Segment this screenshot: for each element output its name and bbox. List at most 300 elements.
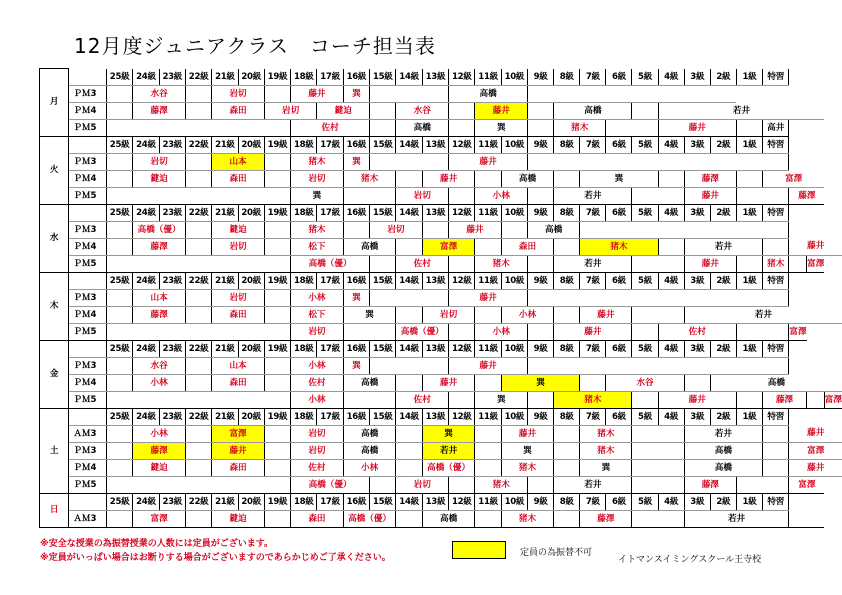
coach-cell: 森田 bbox=[291, 510, 344, 527]
coach-cell: 巽 bbox=[580, 170, 658, 187]
empty-cell bbox=[632, 510, 684, 527]
empty-cell bbox=[396, 425, 422, 442]
coach-cell: 猪木 bbox=[475, 476, 528, 493]
empty-cell bbox=[185, 425, 211, 442]
empty-cell bbox=[606, 119, 658, 136]
level-header: 21級 bbox=[212, 340, 238, 357]
empty-cell bbox=[343, 323, 396, 340]
coach-cell: 森田 bbox=[501, 238, 553, 255]
coach-cell: 小林 bbox=[501, 306, 553, 323]
level-header: 12級 bbox=[449, 204, 475, 221]
level-header: 22級 bbox=[185, 340, 211, 357]
level-header: 19級 bbox=[264, 340, 290, 357]
coach-cell: 富澤 bbox=[212, 425, 265, 442]
empty-cell bbox=[106, 374, 132, 391]
level-header: 24級 bbox=[133, 204, 159, 221]
level-header: 1級 bbox=[736, 340, 762, 357]
level-header: 2級 bbox=[710, 69, 736, 86]
empty-cell bbox=[475, 459, 501, 476]
coach-cell: 藤澤 bbox=[133, 238, 186, 255]
coach-cell: 若井 bbox=[658, 102, 824, 119]
empty-cell bbox=[736, 119, 762, 136]
level-header: 8級 bbox=[554, 69, 580, 86]
empty-cell bbox=[449, 102, 475, 119]
empty-cell bbox=[106, 187, 290, 204]
empty-cell bbox=[185, 289, 211, 306]
level-header: 24級 bbox=[133, 272, 159, 289]
empty-cell bbox=[370, 357, 449, 374]
coach-cell: 岩切 bbox=[396, 476, 449, 493]
empty-cell bbox=[185, 442, 211, 459]
level-header: 23級 bbox=[159, 272, 185, 289]
empty-cell bbox=[736, 391, 762, 408]
level-header: 17級 bbox=[317, 493, 343, 510]
time-slot: ＰＭ4 bbox=[69, 459, 107, 476]
level-header: 5級 bbox=[632, 493, 658, 510]
day-label: 月 bbox=[40, 69, 69, 137]
coach-cell: 鍵迫 bbox=[212, 510, 265, 527]
coach-cell: 高橋 bbox=[684, 459, 762, 476]
empty-cell bbox=[106, 323, 290, 340]
coach-cell: 猪木 bbox=[554, 119, 606, 136]
coach-cell: 富澤 bbox=[807, 255, 825, 272]
level-header: 3級 bbox=[684, 340, 710, 357]
empty-cell bbox=[264, 306, 290, 323]
level-header: 20級 bbox=[238, 272, 264, 289]
level-header: 17級 bbox=[317, 69, 343, 86]
coach-cell: 森田 bbox=[212, 170, 265, 187]
level-header: 6級 bbox=[606, 69, 632, 86]
coach-cell: 巽 bbox=[343, 357, 369, 374]
level-header: 特習 bbox=[763, 136, 789, 153]
coach-cell: 若井 bbox=[684, 306, 842, 323]
level-header: 12級 bbox=[449, 340, 475, 357]
level-header: 14級 bbox=[396, 408, 422, 425]
level-header: 25級 bbox=[106, 69, 132, 86]
coach-cell: 藤澤 bbox=[580, 510, 632, 527]
time-slot: ＰＭ3 bbox=[69, 442, 107, 459]
coach-cell: 富澤 bbox=[789, 323, 807, 340]
level-header: 24級 bbox=[133, 340, 159, 357]
level-header: 3級 bbox=[684, 69, 710, 86]
slot-header-blank bbox=[69, 493, 107, 510]
legend-swatch bbox=[452, 541, 506, 559]
level-header: 22級 bbox=[185, 69, 211, 86]
level-header: 20級 bbox=[238, 136, 264, 153]
empty-cell bbox=[264, 459, 290, 476]
level-header: 8級 bbox=[554, 493, 580, 510]
level-header: 10級 bbox=[501, 493, 527, 510]
empty-cell bbox=[528, 85, 737, 102]
time-slot: ＰＭ3 bbox=[69, 357, 107, 374]
level-header: 3級 bbox=[684, 493, 710, 510]
coach-cell: 藤井 bbox=[789, 459, 842, 476]
empty-cell bbox=[370, 255, 396, 272]
coach-cell: 若井 bbox=[554, 187, 632, 204]
empty-cell bbox=[106, 221, 132, 238]
empty-cell bbox=[632, 476, 684, 493]
coach-cell: 巽 bbox=[422, 425, 475, 442]
level-header: 21級 bbox=[212, 408, 238, 425]
empty-cell bbox=[658, 170, 684, 187]
empty-cell bbox=[449, 323, 475, 340]
level-header: 11級 bbox=[475, 340, 501, 357]
level-header: 11級 bbox=[475, 408, 501, 425]
level-header: 2級 bbox=[710, 340, 736, 357]
slot-header-blank bbox=[69, 69, 107, 86]
level-header: 8級 bbox=[554, 136, 580, 153]
coach-cell: 岩切 bbox=[291, 323, 344, 340]
level-header: 1級 bbox=[736, 272, 762, 289]
empty-cell bbox=[763, 442, 789, 459]
level-header: 21級 bbox=[212, 204, 238, 221]
empty-cell bbox=[370, 102, 396, 119]
empty-cell bbox=[554, 425, 580, 442]
coach-cell: 若井 bbox=[554, 255, 632, 272]
level-header: 3級 bbox=[684, 136, 710, 153]
empty-cell bbox=[475, 306, 501, 323]
level-header: 18級 bbox=[291, 204, 317, 221]
level-header: 14級 bbox=[396, 493, 422, 510]
coach-cell: 藤井 bbox=[789, 425, 842, 442]
coach-cell: 富澤 bbox=[422, 238, 475, 255]
coach-cell: 猪木 bbox=[580, 442, 632, 459]
coach-cell: 小林 bbox=[133, 374, 186, 391]
empty-cell bbox=[264, 510, 290, 527]
level-header: 10級 bbox=[501, 408, 527, 425]
coach-cell: 佐村 bbox=[658, 323, 736, 340]
level-header: 9級 bbox=[528, 272, 554, 289]
empty-cell bbox=[185, 459, 211, 476]
level-header: 19級 bbox=[264, 493, 290, 510]
coach-cell: 水谷 bbox=[133, 85, 186, 102]
level-header: 4級 bbox=[658, 340, 684, 357]
level-header: 3級 bbox=[684, 204, 710, 221]
coach-cell: 藤井 bbox=[449, 289, 528, 306]
level-header: 25級 bbox=[106, 340, 132, 357]
coach-cell: 猪木 bbox=[343, 170, 396, 187]
empty-cell bbox=[528, 289, 789, 306]
empty-cell bbox=[396, 510, 422, 527]
coach-cell: 藤澤 bbox=[684, 170, 736, 187]
time-slot: ＰＭ5 bbox=[69, 187, 107, 204]
level-header: 13級 bbox=[422, 136, 448, 153]
empty-cell bbox=[396, 170, 422, 187]
coach-cell: 藤井 bbox=[291, 85, 344, 102]
coach-cell: 水谷 bbox=[133, 357, 186, 374]
level-header: 4級 bbox=[658, 69, 684, 86]
level-header: 5級 bbox=[632, 408, 658, 425]
level-header: 18級 bbox=[291, 272, 317, 289]
coach-cell: 森田 bbox=[212, 459, 265, 476]
level-header: 14級 bbox=[396, 340, 422, 357]
coach-cell: 佐村 bbox=[291, 459, 344, 476]
day-label: 日 bbox=[40, 493, 69, 527]
coach-cell: 高橋 bbox=[710, 374, 842, 391]
level-header: 17級 bbox=[317, 340, 343, 357]
level-header: 22級 bbox=[185, 272, 211, 289]
empty-cell bbox=[658, 238, 684, 255]
level-header: 8級 bbox=[554, 340, 580, 357]
level-header: 25級 bbox=[106, 272, 132, 289]
empty-cell bbox=[528, 357, 789, 374]
level-header: 25級 bbox=[106, 408, 132, 425]
level-header: 24級 bbox=[133, 408, 159, 425]
coach-cell: 森田 bbox=[212, 374, 265, 391]
empty-cell bbox=[554, 510, 580, 527]
empty-cell bbox=[106, 425, 132, 442]
time-slot: ＰＭ4 bbox=[69, 306, 107, 323]
level-header: 12級 bbox=[449, 408, 475, 425]
level-header: 4級 bbox=[658, 136, 684, 153]
level-header: 18級 bbox=[291, 408, 317, 425]
empty-cell bbox=[106, 238, 132, 255]
empty-cell bbox=[106, 153, 132, 170]
empty-cell bbox=[580, 374, 606, 391]
level-header: 5級 bbox=[632, 340, 658, 357]
empty-cell bbox=[632, 391, 658, 408]
empty-cell bbox=[396, 374, 422, 391]
coach-cell: 佐村 bbox=[291, 374, 344, 391]
empty-cell bbox=[106, 85, 132, 102]
empty-cell bbox=[185, 306, 211, 323]
empty-cell bbox=[106, 459, 132, 476]
level-header: 9級 bbox=[528, 493, 554, 510]
coach-cell: 猪木 bbox=[501, 459, 553, 476]
empty-cell bbox=[789, 510, 824, 527]
coach-cell: 巽 bbox=[501, 442, 553, 459]
empty-cell bbox=[264, 238, 290, 255]
level-header: 特習 bbox=[763, 493, 789, 510]
level-header: 4級 bbox=[658, 272, 684, 289]
day-label: 火 bbox=[40, 136, 69, 204]
coach-cell: 藤澤 bbox=[763, 391, 807, 408]
empty-cell bbox=[396, 306, 422, 323]
coach-cell: 高橋（優） bbox=[133, 221, 186, 238]
level-header: 18級 bbox=[291, 69, 317, 86]
coach-cell: 若井 bbox=[684, 510, 789, 527]
empty-cell bbox=[106, 476, 290, 493]
coach-cell: 若井 bbox=[422, 442, 475, 459]
level-header: 19級 bbox=[264, 408, 290, 425]
coach-cell: 高橋 bbox=[554, 102, 632, 119]
empty-cell bbox=[580, 221, 789, 238]
level-header: 2級 bbox=[710, 493, 736, 510]
coach-cell: 山本 bbox=[212, 357, 265, 374]
coach-cell: 藤井 bbox=[684, 187, 736, 204]
level-header: 5級 bbox=[632, 69, 658, 86]
empty-cell bbox=[185, 238, 211, 255]
time-slot: ＰＭ4 bbox=[69, 102, 107, 119]
level-header: 22級 bbox=[185, 136, 211, 153]
level-header: 7級 bbox=[580, 493, 606, 510]
coach-cell: 富澤 bbox=[133, 510, 186, 527]
empty-cell bbox=[264, 374, 290, 391]
empty-cell bbox=[475, 238, 501, 255]
time-slot: ＰＭ3 bbox=[69, 289, 107, 306]
level-header: 1級 bbox=[736, 69, 762, 86]
coach-cell: 岩切 bbox=[291, 170, 344, 187]
level-header: 6級 bbox=[606, 493, 632, 510]
coach-cell: 藤井 bbox=[449, 357, 528, 374]
coach-cell: 藤澤 bbox=[133, 442, 186, 459]
empty-cell bbox=[185, 153, 211, 170]
empty-cell bbox=[264, 85, 290, 102]
level-header: 24級 bbox=[133, 136, 159, 153]
empty-cell bbox=[343, 187, 396, 204]
level-header: 11級 bbox=[475, 493, 501, 510]
level-header: 19級 bbox=[264, 69, 290, 86]
empty-cell bbox=[449, 119, 475, 136]
empty-cell bbox=[763, 425, 789, 442]
level-header: 17級 bbox=[317, 408, 343, 425]
coach-cell: 高橋（優） bbox=[422, 459, 475, 476]
coach-cell: 藤井 bbox=[212, 442, 265, 459]
coach-cell: 藤澤 bbox=[789, 187, 824, 204]
empty-cell bbox=[475, 425, 501, 442]
coach-cell: 藤澤 bbox=[133, 102, 186, 119]
empty-cell bbox=[528, 476, 554, 493]
level-header: 8級 bbox=[554, 272, 580, 289]
level-header: 10級 bbox=[501, 69, 527, 86]
empty-cell bbox=[449, 187, 475, 204]
level-header: 7級 bbox=[580, 69, 606, 86]
level-header: 4級 bbox=[658, 408, 684, 425]
empty-cell bbox=[396, 238, 422, 255]
level-header: 23級 bbox=[159, 493, 185, 510]
empty-cell bbox=[528, 391, 554, 408]
empty-cell bbox=[264, 289, 290, 306]
coach-cell: 猪木 bbox=[475, 255, 528, 272]
time-slot: ＰＭ4 bbox=[69, 170, 107, 187]
level-header: 10級 bbox=[501, 272, 527, 289]
level-header: 2級 bbox=[710, 272, 736, 289]
coach-cell: 岩切 bbox=[422, 306, 475, 323]
empty-cell bbox=[736, 170, 762, 187]
empty-cell bbox=[185, 510, 211, 527]
empty-cell bbox=[449, 476, 475, 493]
level-header: 16級 bbox=[343, 136, 369, 153]
empty-cell bbox=[763, 459, 789, 476]
empty-cell bbox=[528, 153, 789, 170]
level-header: 特習 bbox=[763, 69, 789, 86]
time-slot: ＰＭ5 bbox=[69, 391, 107, 408]
empty-cell bbox=[264, 170, 290, 187]
level-header: 5級 bbox=[632, 204, 658, 221]
coach-cell: 藤澤 bbox=[133, 306, 186, 323]
empty-cell bbox=[632, 102, 658, 119]
level-header: 17級 bbox=[317, 136, 343, 153]
level-header: 4級 bbox=[658, 493, 684, 510]
slot-header-blank bbox=[69, 272, 107, 289]
level-header: 特習 bbox=[763, 272, 789, 289]
empty-cell bbox=[554, 238, 580, 255]
coach-cell: 猪木 bbox=[554, 391, 632, 408]
coach-cell: 藤井 bbox=[449, 221, 502, 238]
empty-cell bbox=[422, 221, 448, 238]
level-header: 24級 bbox=[133, 69, 159, 86]
empty-cell bbox=[106, 170, 132, 187]
coach-cell: 鍵迫 bbox=[133, 170, 186, 187]
empty-cell bbox=[185, 374, 211, 391]
coach-cell: 小林 bbox=[291, 391, 344, 408]
level-header: 15級 bbox=[370, 136, 396, 153]
coach-cell: 巽 bbox=[343, 289, 369, 306]
empty-cell bbox=[528, 323, 554, 340]
level-header: 9級 bbox=[528, 69, 554, 86]
level-header: 15級 bbox=[370, 69, 396, 86]
empty-cell bbox=[554, 442, 580, 459]
level-header: 14級 bbox=[396, 69, 422, 86]
coach-cell: 高橋（優） bbox=[396, 323, 449, 340]
coach-cell: 鍵迫 bbox=[133, 459, 186, 476]
empty-cell bbox=[264, 153, 290, 170]
coach-cell: 若井 bbox=[554, 476, 632, 493]
empty-cell bbox=[449, 391, 475, 408]
level-header: 21級 bbox=[212, 136, 238, 153]
time-slot: ＰＭ5 bbox=[69, 255, 107, 272]
empty-cell bbox=[528, 187, 554, 204]
empty-cell bbox=[185, 357, 211, 374]
coach-cell: 高橋 bbox=[449, 85, 528, 102]
coach-cell: 藤井 bbox=[554, 323, 632, 340]
level-header: 5級 bbox=[632, 136, 658, 153]
school-name: イトマンスイミングスクール王寺校 bbox=[618, 555, 762, 565]
empty-cell bbox=[370, 85, 449, 102]
level-header: 11級 bbox=[475, 69, 501, 86]
level-header: 25級 bbox=[106, 493, 132, 510]
level-header: 特習 bbox=[763, 408, 789, 425]
level-header: 20級 bbox=[238, 204, 264, 221]
level-header: 1級 bbox=[736, 493, 762, 510]
level-header: 1級 bbox=[736, 136, 762, 153]
level-header: 16級 bbox=[343, 69, 369, 86]
coach-cell: 巽 bbox=[501, 374, 580, 391]
empty-cell bbox=[106, 289, 132, 306]
level-header: 14級 bbox=[396, 272, 422, 289]
level-header: 22級 bbox=[185, 408, 211, 425]
coach-schedule-table bbox=[39, 68, 842, 528]
empty-cell bbox=[370, 476, 396, 493]
empty-cell bbox=[632, 255, 684, 272]
level-header: 9級 bbox=[528, 340, 554, 357]
coach-cell: 猪木 bbox=[291, 153, 344, 170]
coach-cell: 小林 bbox=[291, 357, 344, 374]
coach-cell: 森田 bbox=[212, 102, 265, 119]
empty-cell bbox=[449, 255, 475, 272]
coach-cell: 岩切 bbox=[264, 102, 317, 119]
level-header: 2級 bbox=[710, 204, 736, 221]
empty-cell bbox=[554, 306, 580, 323]
empty-cell bbox=[736, 323, 788, 340]
coach-cell: 猪木 bbox=[291, 221, 344, 238]
empty-cell bbox=[396, 442, 422, 459]
day-label: 木 bbox=[40, 272, 69, 340]
empty-cell bbox=[343, 391, 396, 408]
coach-cell: 岩切 bbox=[212, 238, 265, 255]
coach-cell: 高橋（優） bbox=[291, 476, 370, 493]
empty-cell bbox=[632, 459, 684, 476]
coach-cell: 小林 bbox=[475, 187, 528, 204]
slot-header-blank bbox=[69, 408, 107, 425]
empty-cell bbox=[185, 102, 211, 119]
coach-cell: 森田 bbox=[212, 306, 265, 323]
day-label: 水 bbox=[40, 204, 69, 272]
level-header: 21級 bbox=[212, 272, 238, 289]
coach-cell: 富澤 bbox=[824, 391, 842, 408]
time-slot: ＡＭ3 bbox=[69, 510, 107, 527]
level-header: 14級 bbox=[396, 204, 422, 221]
